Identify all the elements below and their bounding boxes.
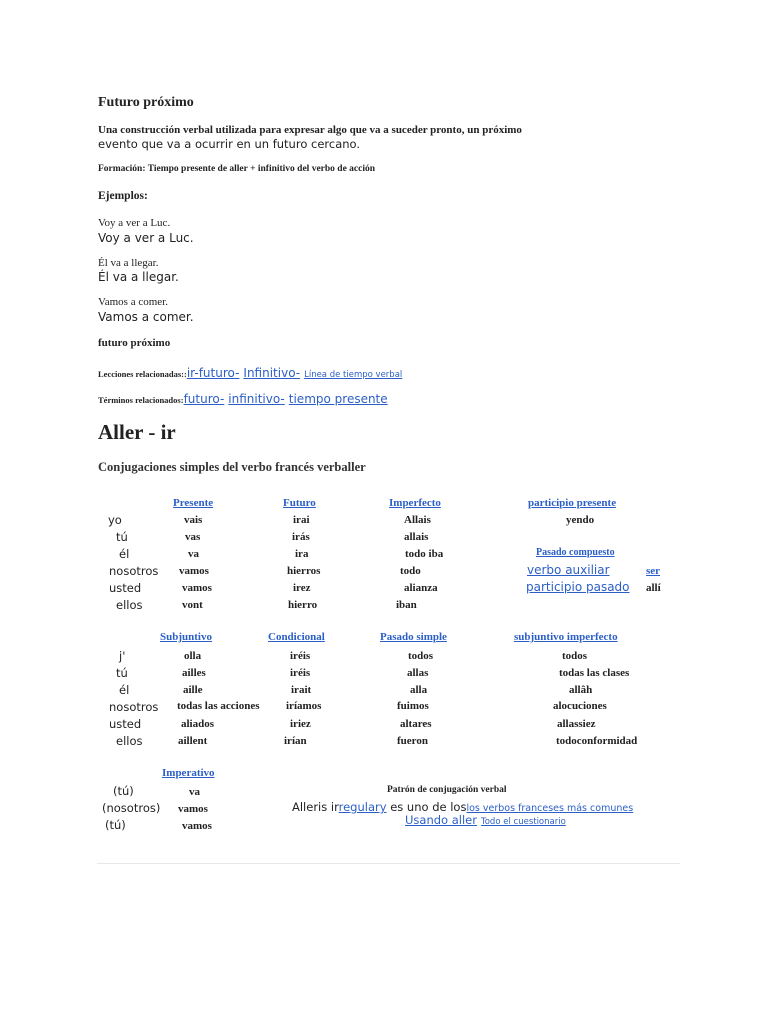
pronoun-nosotros: nosotros xyxy=(109,700,159,714)
term-link-infinitivo[interactable]: infinitivo- xyxy=(228,392,285,406)
terminos-row xyxy=(98,390,400,408)
formacion-text: Formación: Tiempo presente de aller + infinitivo del verbo de acción xyxy=(98,164,376,174)
section-title-futuro: Futuro próximo xyxy=(98,95,194,110)
section-divider xyxy=(97,863,680,864)
patron-text-b: es uno de los xyxy=(386,800,467,814)
patron-title: Patrón de conjugación verbal xyxy=(387,785,507,795)
futuro-cell: hierros xyxy=(287,565,321,577)
futuro-cell: irai xyxy=(293,514,310,526)
subj-imperfecto-cell: todas las clases xyxy=(559,667,630,679)
pasado-simple-cell: allas xyxy=(407,667,429,679)
lesson-link-futuro[interactable]: futuro- xyxy=(198,366,240,380)
subjuntivo-cell: aille xyxy=(183,684,203,696)
imperfecto-cell: allais xyxy=(404,531,429,543)
presente-cell: va xyxy=(188,548,199,560)
example-2-big: Él va a llegar. xyxy=(98,270,179,284)
ser-link[interactable]: ser xyxy=(646,565,661,577)
condicional-cell: iríamos xyxy=(286,700,322,712)
subjuntivo-cell: aillent xyxy=(178,735,208,747)
patron-text-a: Alleris ir xyxy=(292,800,339,814)
irregular-link[interactable]: regulary xyxy=(338,800,387,814)
term-link-tiempo-presente[interactable]: tiempo presente xyxy=(288,392,388,406)
header-presente[interactable]: Presente xyxy=(173,497,214,509)
participio-presente-value: yendo xyxy=(566,514,595,526)
header-imperativo[interactable]: Imperativo xyxy=(162,767,215,779)
pronoun-tu-imperative: (tú) xyxy=(113,784,134,798)
example-3-small: Vamos a comer. xyxy=(98,296,168,308)
pronoun-ellos: ellos xyxy=(116,734,143,748)
pronoun-nosotros-imperative: (nosotros) xyxy=(102,801,161,815)
imperativo-cell: vamos xyxy=(178,803,208,815)
section-title-aller: Aller - ir xyxy=(98,420,176,444)
lecciones-row xyxy=(98,364,474,382)
subj-imperfecto-cell: todoconformidad xyxy=(556,735,638,747)
conjugation-subtitle: Conjugaciones simples del verbo francés verballer xyxy=(98,460,366,474)
pronoun-el: él xyxy=(119,547,130,561)
pasado-simple-cell: alla xyxy=(410,684,428,696)
subjuntivo-cell: olla xyxy=(184,650,202,662)
lesson-link-infinitivo[interactable]: Infinitivo- xyxy=(243,366,301,380)
imperfecto-cell: Allais xyxy=(404,514,431,526)
condicional-cell: irait xyxy=(291,684,312,696)
imperfecto-cell: iban xyxy=(396,599,417,611)
lecciones-label: Lecciones relacionadas:: xyxy=(98,369,187,379)
imperativo-cell: vamos xyxy=(182,820,212,832)
verbos-comunes-link[interactable]: los verbos franceses más comunes xyxy=(466,803,634,814)
presente-cell: vas xyxy=(185,531,201,543)
verbo-auxiliar-link[interactable]: verbo auxiliar xyxy=(527,563,610,577)
futuro-cell: ira xyxy=(295,548,309,560)
futuro-cell: irás xyxy=(292,531,310,543)
lesson-link-linea[interactable]: Línea de tiempo verbal xyxy=(304,370,403,380)
subjuntivo-cell: todas las acciones xyxy=(177,700,260,712)
pronoun-nosotros: nosotros xyxy=(109,564,159,578)
condicional-cell: irían xyxy=(284,735,307,747)
patron-links xyxy=(405,811,566,829)
pronoun-usted: usted xyxy=(109,717,142,731)
condicional-cell: iriez xyxy=(290,718,311,730)
condicional-cell: iréis xyxy=(290,667,311,679)
pronoun-je: j' xyxy=(119,649,126,663)
header-futuro[interactable]: Futuro xyxy=(283,497,316,509)
description-bold: Una construcción verbal utilizada para expresar algo que va a suceder pronto, un próximo xyxy=(98,124,522,136)
imperfecto-cell: todo iba xyxy=(405,548,444,560)
subjuntivo-cell: aliados xyxy=(181,718,215,730)
presente-cell: vamos xyxy=(179,565,209,577)
pronoun-yo: yo xyxy=(108,513,122,527)
futuro-cell: hierro xyxy=(288,599,318,611)
subjuntivo-cell: ailles xyxy=(182,667,206,679)
pronoun-ellos: ellos xyxy=(116,598,143,612)
imperativo-cell: va xyxy=(189,786,200,798)
ejemplos-label: Ejemplos: xyxy=(98,190,148,202)
subj-imperfecto-cell: allassiez xyxy=(557,718,596,730)
term-link-futuro[interactable]: futuro- xyxy=(183,392,225,406)
pronoun-tu-imperative: (tú) xyxy=(105,818,126,832)
terminos-label: Términos relacionados: xyxy=(98,395,184,405)
pronoun-usted: usted xyxy=(109,581,142,595)
header-pasado-compuesto[interactable]: Pasado compuesto xyxy=(536,547,615,558)
tag-futuro-proximo: futuro próximo xyxy=(98,337,171,349)
example-1-small: Voy a ver a Luc. xyxy=(98,217,171,229)
pronoun-tu: tú xyxy=(116,666,128,680)
header-pasado-simple[interactable]: Pasado simple xyxy=(380,631,447,643)
pasado-simple-cell: altares xyxy=(400,718,432,730)
pronoun-el: él xyxy=(119,683,130,697)
pasado-simple-cell: todos xyxy=(408,650,434,662)
cuestionario-link[interactable]: Todo el cuestionario xyxy=(480,817,566,827)
example-1-big: Voy a ver a Luc. xyxy=(98,231,194,245)
imperfecto-cell: alianza xyxy=(404,582,438,594)
header-subjuntivo[interactable]: Subjuntivo xyxy=(160,631,212,643)
header-condicional[interactable]: Condicional xyxy=(268,631,325,643)
usando-aller-link[interactable]: Usando aller xyxy=(405,813,477,827)
example-3-big: Vamos a comer. xyxy=(98,310,194,324)
header-participio-presente[interactable]: participio presente xyxy=(528,497,617,509)
subj-imperfecto-cell: allâh xyxy=(569,684,593,696)
condicional-cell: iréis xyxy=(290,650,311,662)
futuro-cell: irez xyxy=(293,582,311,594)
pronoun-tu: tú xyxy=(116,530,128,544)
participio-pasado-link[interactable]: participio pasado xyxy=(526,580,630,594)
header-subjuntivo-imperfecto[interactable]: subjuntivo imperfecto xyxy=(514,631,618,643)
lesson-link-ir[interactable]: ir- xyxy=(186,366,199,380)
subj-imperfecto-cell: alocuciones xyxy=(553,700,607,712)
presente-cell: vamos xyxy=(182,582,212,594)
alli-value: allí xyxy=(646,582,661,594)
pasado-simple-cell: fueron xyxy=(397,735,428,747)
presente-cell: vais xyxy=(184,514,203,526)
subj-imperfecto-cell: todos xyxy=(562,650,588,662)
example-2-small: Él va a llegar. xyxy=(98,257,159,269)
description-sans: evento que va a ocurrir en un futuro cercano. xyxy=(98,137,361,151)
imperfecto-cell: todo xyxy=(400,565,421,577)
presente-cell: vont xyxy=(182,599,203,611)
header-imperfecto[interactable]: Imperfecto xyxy=(389,497,441,509)
pasado-simple-cell: fuimos xyxy=(397,700,429,712)
